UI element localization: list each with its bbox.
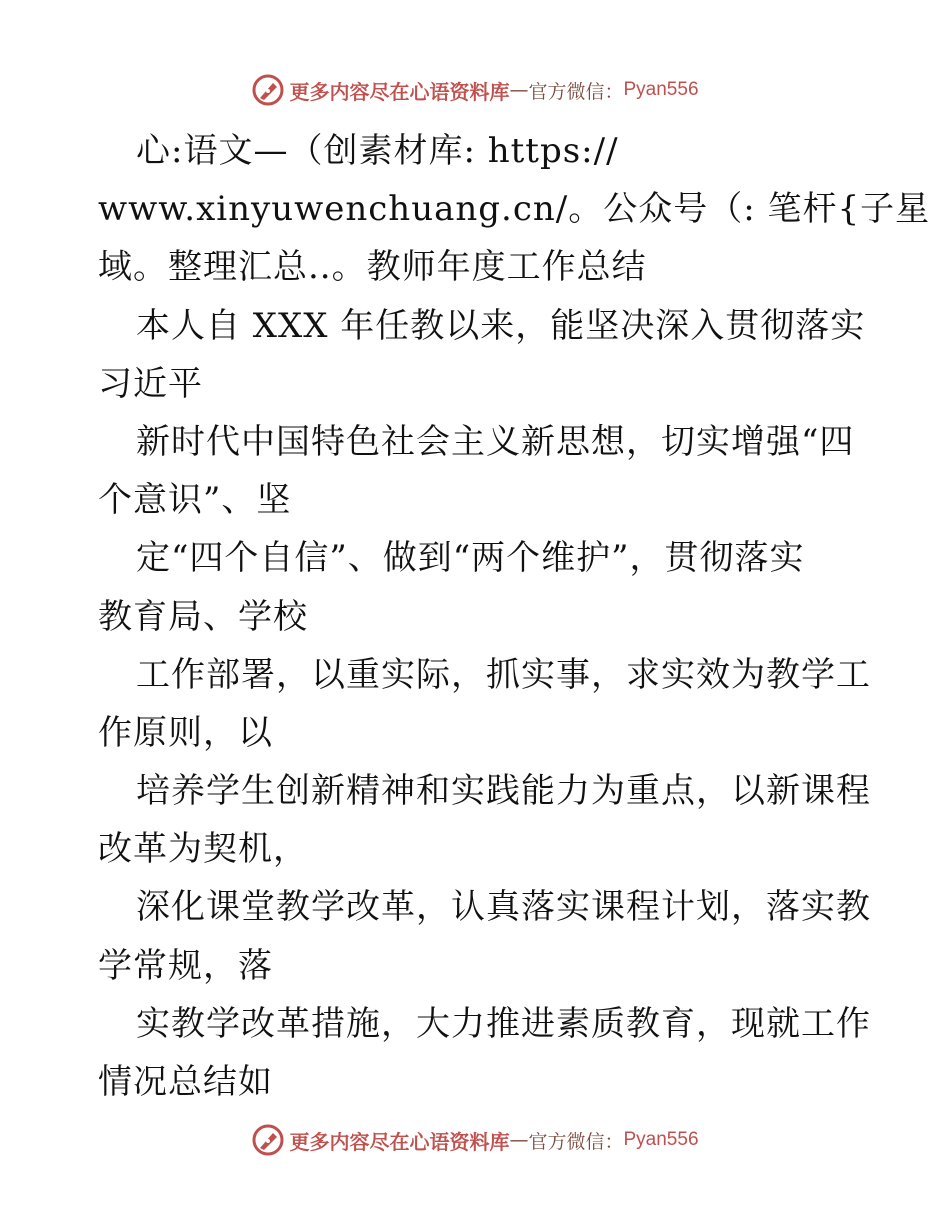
text-line: 教育局、学校 [98, 596, 308, 637]
text-line: 改革为契机， [98, 829, 308, 870]
text-line: www.xinyuwenchuang.cn/。公众号（: 笔杆{子星 [98, 189, 931, 230]
text-line: 作原则，以 [98, 712, 273, 753]
text-line: 定“四个自信”、做到“两个维护”，贯彻落实 [136, 538, 805, 579]
text-line: 个意识”、坚 [98, 480, 292, 521]
text-line: 心:语文—（创素材库: https:// [136, 131, 619, 171]
banner-wechat-label: 官方微信： [528, 80, 624, 103]
text-line: 学常规，落 [98, 945, 273, 986]
text-line: 新时代中国特色社会主义新思想，切实增强“四 [136, 421, 855, 462]
banner-wechat-id: Pyan556 [623, 1129, 699, 1150]
text-line: 工作部署，以重实际，抓实事，求实效为教学工 [136, 654, 871, 695]
text-line: 情况总结如 [98, 1062, 273, 1102]
banner-dash: — [509, 1129, 529, 1151]
banner-dash: — [509, 79, 529, 101]
text-line: 深化课堂教学改革，认真落实课程计划，落实教 [136, 887, 871, 928]
header-banner [0, 70, 950, 110]
footer-banner [0, 1120, 950, 1160]
text-line: 习近平 [98, 363, 203, 404]
banner-wechat-id: Pyan556 [623, 79, 699, 100]
pen-nib-logo-icon [251, 73, 285, 107]
pen-nib-logo-icon [251, 1123, 285, 1157]
banner-wechat-label: 官方微信： [528, 1130, 624, 1153]
document-body [98, 122, 931, 1111]
text-line: 本人自 XXX 年任教以来，能坚决深入贯彻落实 [136, 305, 866, 346]
text-line: 实教学改革措施，大力推进素质教育，现就工作 [136, 1003, 871, 1044]
banner-brand-text: 更多内容尽在心语资料库 [289, 1129, 510, 1154]
text-line: 域。整理汇总..。教师年度工作总结 [98, 247, 647, 288]
text-line: 培养学生创新精神和实践能力为重点，以新课程 [136, 771, 871, 812]
banner-brand-text: 更多内容尽在心语资料库 [289, 79, 510, 104]
